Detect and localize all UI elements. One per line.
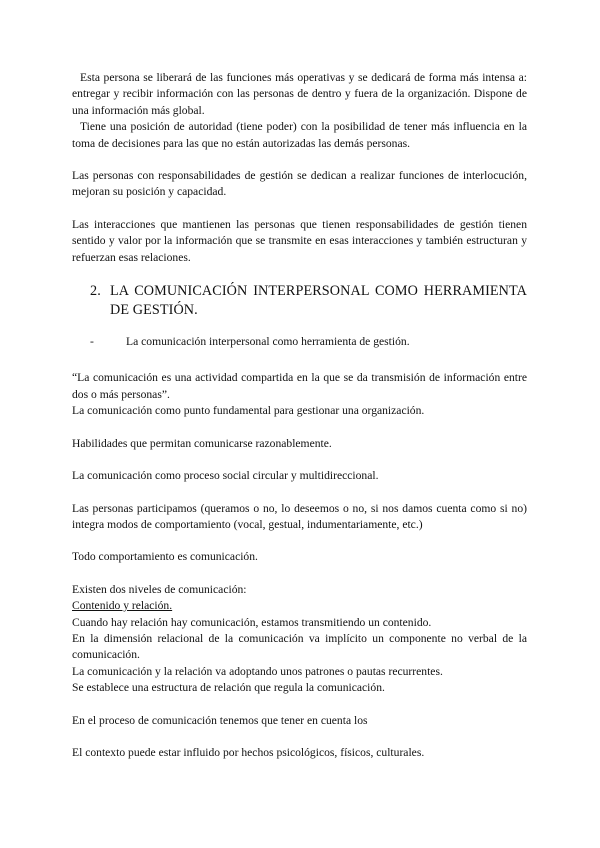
bullet-text: La comunicación interpersonal como herramienta de gestión. [126, 335, 410, 349]
paragraph-autoridad: Tiene una posición de autoridad (tiene poder) con la posibilidad de tener más influencia en la toma de decisiones para las que no están autorizadas las demás personas. [72, 120, 527, 150]
paragraph-participamos: Las personas participamos (queramos o no, lo deseemos o no, si nos damos cuenta como si no) integra modos de comportamiento (vocal, gestual, indumentariamente, etc.) [72, 501, 527, 531]
paragraph-dimension-relacional: En la dimensión relacional de la comunicación va implícito un componente no verbal de la comunicación. [72, 631, 527, 662]
bullet-item [72, 334, 527, 350]
paragraph-todo-comportamiento: Todo comportamiento es comunicación. [72, 550, 258, 564]
paragraph-estructura: Se establece una estructura de relación que regula la comunicación. [72, 681, 385, 695]
paragraph-proceso-cuenta: En el proceso de comunicación tenemos que tener en cuenta los [72, 713, 368, 727]
paragraph-quote: “La comunicación es una actividad compartida en la que se da transmisión de información entre dos o más personas”. [72, 371, 527, 401]
document-page [72, 70, 527, 777]
paragraph-responsabilidades: Esta persona se liberará de las funciones más operativas y se dedicará de forma más intensa a: entregar y recibir información con las personas de dentro y fuera de la organización. Dispone de una información más global. [72, 71, 527, 117]
contenido-relacion-heading: Contenido y relación. [72, 599, 173, 613]
paragraph-interlocucion: Las personas con responsabilidades de gestión se dedican a realizar funciones de interlocución, mejoran su posición y capacidad. [72, 169, 527, 199]
paragraph-interacciones: Las interacciones que mantienen las personas que tienen responsabilidades de gestión tienen sentido y valor por la información que se transmite en esas interacciones y también estructuran y refuerzan esas relaciones. [72, 217, 527, 264]
section-title: LA COMUNICACIÓN INTERPERSONAL COMO HERRAMIENTA DE GESTIÓN. [110, 283, 527, 319]
bullet-marker: - [90, 335, 94, 349]
section-heading [72, 282, 527, 320]
paragraph-proceso-social: La comunicación como proceso social circular y multidireccional. [72, 469, 379, 483]
paragraph-contexto: El contexto puede estar influido por hechos psicológicos, físicos, culturales. [72, 745, 425, 759]
paragraph-punto-fundamental: La comunicación como punto fundamental para gestionar una organización. [72, 404, 425, 418]
paragraph-patrones: La comunicación y la relación va adoptando unos patrones o pautas recurrentes. [72, 664, 443, 678]
paragraph-cuando-relacion: Cuando hay relación hay comunicación, estamos transmitiendo un contenido. [72, 615, 432, 629]
paragraph-niveles-intro: Existen dos niveles de comunicación: [72, 582, 247, 596]
section-number: 2. [90, 283, 101, 300]
paragraph-habilidades: Habilidades que permitan comunicarse razonablemente. [72, 436, 332, 450]
